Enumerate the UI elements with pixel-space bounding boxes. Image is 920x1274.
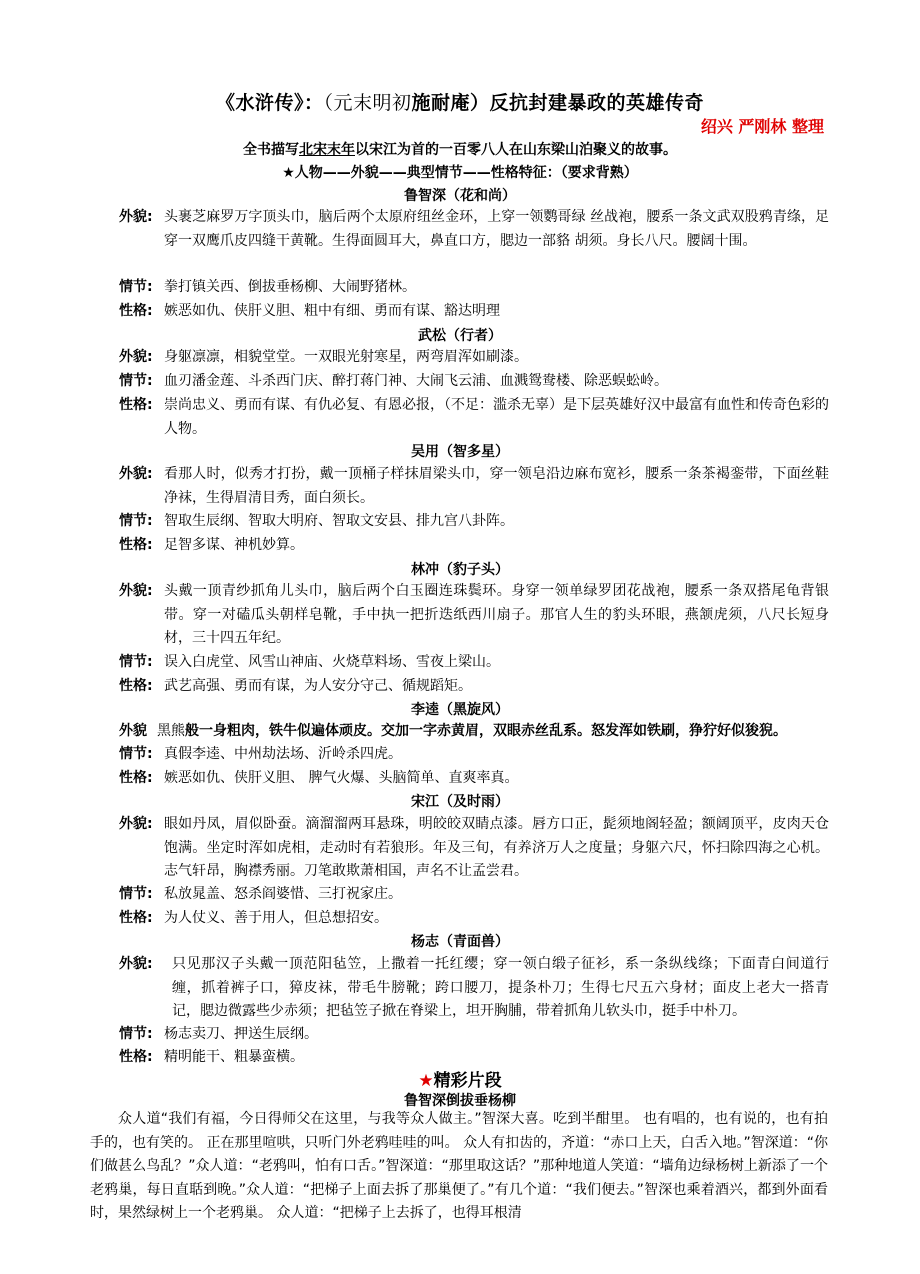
plot-text: 私放晁盖、怒杀阎婆惜、三打祝家庄。: [164, 886, 402, 902]
character-row: [119, 767, 829, 791]
plot-row: [119, 510, 829, 534]
plot-row: [119, 651, 829, 675]
summary-text-a: 全书描写: [243, 142, 299, 158]
character-heading: 杨志（青面兽）: [411, 934, 509, 950]
plot-label: 情节:: [119, 654, 153, 670]
appearance-text: 看那人时，似秀才打扮，戴一顶桶子样抹眉梁头巾，穿一领皂沿边麻布宽衫，腰系一条茶褐銮带，下面丝鞋净袜，生得眉清目秀，面白须长。: [164, 466, 829, 506]
character-text: 为人仗义、善于用人，但总想招安。: [164, 910, 388, 926]
summary-era: 北宋末年: [299, 142, 355, 158]
title-author: 施耐庵: [411, 92, 471, 114]
plot-label: 情节:: [119, 279, 153, 295]
character-label: 性格:: [119, 397, 153, 413]
title-theme: ）反抗封建暴政的英雄传奇: [470, 92, 705, 114]
character-label: 性格:: [119, 910, 153, 926]
title-book: 《水浒传》：: [215, 92, 324, 114]
character-heading: 吴用（智多星）: [411, 444, 509, 460]
appearance-row: [119, 346, 829, 370]
character-label: 性格:: [119, 537, 153, 553]
appearance-row: [119, 580, 829, 651]
section-subtitle: ★人物——外貌——典型情节——性格特征：（要求背熟）: [282, 165, 638, 181]
appearance-text: [119, 720, 839, 744]
character-text: 精明能干、粗暴蛮横。: [164, 1049, 304, 1065]
character-text: 足智多谋、神机妙算。: [164, 537, 304, 553]
highlights-title: [0, 1066, 920, 1091]
character-text: 嫉恶如仇、侠肝义胆、 脾气火爆、头脑简单、直爽率真。: [164, 770, 519, 786]
appearance-label: 外貌:: [119, 349, 153, 365]
plot-label: 情节:: [119, 513, 153, 529]
character-row: [119, 300, 829, 324]
appearance-label: 外貌:: [119, 956, 153, 972]
plot-text: 智取生辰纲、智取大明府、智取文安县、排九宫八卦阵。: [164, 513, 514, 529]
character-heading: 鲁智深（花和尚）: [404, 188, 516, 204]
passage-title: 鲁智深倒拔垂杨柳: [404, 1093, 516, 1109]
plot-text: 拳打镇关西、倒拔垂杨柳、大闹野猪林。: [164, 279, 416, 295]
appearance-row: [119, 813, 829, 884]
appearance-text: 身躯凛凛，相貌堂堂。一双眼光射寒星，两弯眉浑如刷漆。: [164, 349, 528, 365]
appearance-label: 外貌: [119, 723, 147, 739]
plot-text: 真假李逵、中州劫法场、沂岭杀四虎。: [164, 746, 402, 762]
plot-text: 血刃潘金莲、斗杀西门庆、醉打蒋门神、大闹飞云浦、血溅鸳鸯楼、除恶蜈蚣岭。: [164, 373, 668, 389]
plot-row: [119, 276, 829, 300]
appearance-text-b: 般一身粗肉，铁牛似遍体顽皮。交加一字赤黄眉，双眼赤丝乱系。怒发浑如铁刷，狰狞好似狻猊。: [185, 723, 787, 739]
appearance-label: 外貌:: [119, 209, 153, 225]
appearance-label: 外貌:: [119, 466, 153, 482]
plot-row: [119, 883, 829, 907]
appearance-row: [119, 953, 829, 1024]
title-era: （元末明初: [323, 92, 412, 114]
plot-text: 杨志卖刀、押送生辰纲。: [164, 1026, 318, 1042]
appearance-text: 头裹芝麻罗万字顶头巾，脑后两个太原府纽丝金环，上穿一领鹦哥绿 丝战袍，腰系一条文武双股鸦青绦，足穿一双鹰爪皮四缝干黄靴。生得面圆耳大，鼻直口方，腮边一部貉 胡须。身长八尺。腰阔十围。: [164, 209, 829, 249]
star-icon: ★: [418, 1071, 434, 1091]
plot-row: [119, 1023, 829, 1047]
appearance-row: [119, 463, 829, 510]
plot-text: 误入白虎堂、风雪山神庙、火烧草料场、雪夜上梁山。: [164, 654, 500, 670]
plot-row: [119, 743, 829, 767]
character-label: 性格:: [119, 678, 153, 694]
character-row: [119, 675, 829, 699]
character-text: 武艺高强、勇而有谋，为人安分守己、循规蹈矩。: [164, 678, 472, 694]
summary-text-b: 以宋江为首的一百零八人在山东梁山泊聚义的故事。: [355, 142, 677, 158]
character-heading: 林冲（豹子头）: [411, 562, 509, 578]
plot-label: 情节:: [119, 746, 153, 762]
character-heading: 宋江（及时雨）: [411, 794, 509, 810]
appearance-label: 外貌:: [119, 583, 153, 599]
plot-label: 情节:: [119, 1026, 153, 1042]
book-summary: [0, 139, 920, 159]
appearance-text: 头戴一顶青纱抓角儿头巾，脑后两个白玉圈连珠鬓环。身穿一领单绿罗团花战袍，腰系一条双搭尾龟背银带。穿一对磕瓜头朝样皂靴，手中执一把折迭纸西川扇子。那官人生的豹头环眼，燕颔虎须，八尺长短身材，三十四五年纪。: [164, 583, 829, 646]
character-row: [119, 907, 829, 931]
appearance-label: 外貌:: [119, 816, 153, 832]
plot-label: 情节:: [119, 886, 153, 902]
character-text: 嫉恶如仇、侠肝义胆、粗中有细、勇而有谋、豁达明理: [164, 303, 500, 319]
appearance-text-a: 黑熊: [157, 723, 185, 739]
editor-credit: 绍兴 严刚林 整理: [700, 117, 824, 136]
character-row: [119, 534, 829, 558]
appearance-row: [119, 206, 829, 253]
character-label: 性格:: [119, 303, 153, 319]
highlights-title-text: 精彩片段: [433, 1071, 502, 1091]
character-label: 性格:: [119, 770, 153, 786]
character-heading: 李逵（黑旋风）: [411, 702, 509, 718]
character-label: 性格:: [119, 1049, 153, 1065]
plot-label: 情节:: [119, 373, 153, 389]
document-title: [0, 88, 920, 115]
character-text: 崇尚忠义、勇而有谋、有仇必复、有恩必报，（不足：滥杀无辜）是下层英雄好汉中最富有血性和传奇色彩的人物。: [164, 397, 829, 437]
passage-text: 众人道“我们有福，今日得师父在这里，与我等众人做主。”智深大喜。吃到半酣里。 也有唱的，也有说的，也有拍手的，也有笑的。 正在那里喧哄，只听门外老鸦哇哇的叫。 众人有扣齿的，齐道：“赤口上天，白舌入地。”智深道：“你们做甚么鸟乱？”众人道：“老鸦叫，怕有口舌。”智深道：“那里取这话？”那种地道人笑道：“墙角边绿杨树上新添了一个老鸦巢，每日直聒到晚。”众人道：“把梯子上面去拆了那巢便了。”有几个道：“我们便去。”智深也乘着酒兴，都到外面看时，果然绿树上一个老鸦巢。 众人道：“把梯子上去拆了，也得耳根清: [90, 1111, 828, 1221]
plot-row: [119, 370, 829, 394]
appearance-row: [119, 720, 839, 744]
appearance-text: 只见那汉子头戴一顶范阳毡笠，上撒着一托红缨；穿一领白缎子征衫，系一条纵线绦；下面青白间道行缠，抓着裤子口，獐皮袜，带毛牛膀靴；跨口腰刀，提条朴刀；生得七尺五六身材；面皮上老大一搭青记，腮边微露些少赤须；把毡笠子掀在脊梁上，坦开胸脯，带着抓角儿软头巾，挺手中朴刀。: [172, 956, 829, 1019]
character-row: [119, 394, 829, 441]
character-heading: 武松（行者）: [418, 328, 502, 344]
appearance-text: 眼如丹凤，眉似卧蚕。滴溜溜两耳悬珠，明皎皎双睛点漆。唇方口正，髭须地阁轻盈；额阔顶平，皮肉天仓饱满。坐定时浑如虎相，走动时有若狼形。年及三旬，有养济万人之度量；身躯六尺，怀扫除四海之心机。志气轩昂，胸襟秀丽。刀笔敢欺萧相国，声名不让孟尝君。: [164, 816, 829, 879]
